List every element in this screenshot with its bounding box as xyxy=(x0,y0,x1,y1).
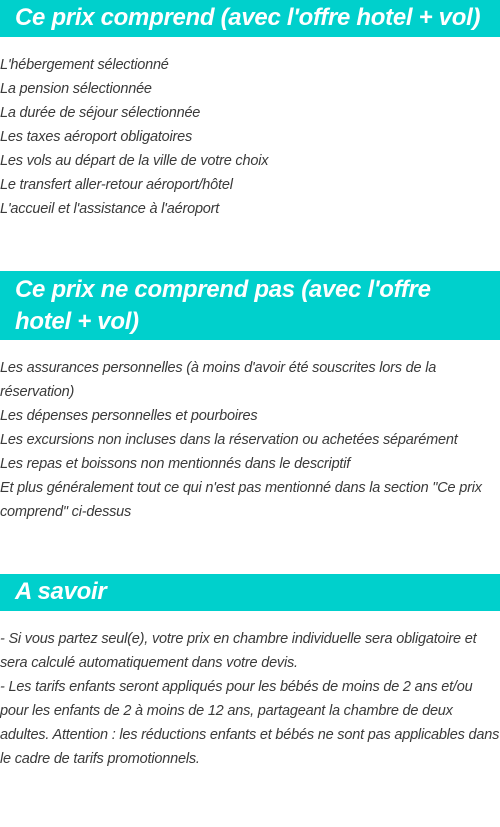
info-paragraph: - Si vous partez seul(e), votre prix en chambre individuelle sera obligatoire et sera calculé automatiquement dans votre devis. xyxy=(0,631,477,671)
list-item: Les assurances personnelles (à moins d'avoir été souscrites lors de la réservation) xyxy=(0,360,437,400)
list-item: La pension sélectionnée xyxy=(0,81,152,97)
list-item: Les dépenses personnelles et pourboires xyxy=(0,408,258,424)
list-item: La durée de séjour sélectionnée xyxy=(0,105,201,121)
list-item: Le transfert aller-retour aéroport/hôtel xyxy=(0,177,233,193)
list-item: L'accueil et l'assistance à l'aéroport xyxy=(0,201,220,217)
list-item: L'hébergement sélectionné xyxy=(0,57,169,73)
list-item: Les repas et boissons non mentionnés dans le descriptif xyxy=(0,456,351,472)
to-know-content xyxy=(0,627,500,771)
section-title-included: Ce prix comprend (avec l'offre hotel + vol) xyxy=(0,0,500,37)
list-item: Les taxes aéroport obligatoires xyxy=(0,129,193,145)
list-item: Les vols au départ de la ville de votre choix xyxy=(0,153,269,169)
not-included-list xyxy=(0,356,500,524)
section-title-not-included: Ce prix ne comprend pas (avec l'offre hotel + vol) xyxy=(0,271,500,340)
section-title-to-know: A savoir xyxy=(0,574,500,611)
info-paragraph: - Les tarifs enfants seront appliqués pour les bébés de moins de 2 ans et/ou pour les enfants de 2 à moins de 12 ans, partageant la chambre de deux adultes. Attention : les réductions enfants et bébés ne sont pas applicables dans le cadre de tarifs promotionnels. xyxy=(0,679,500,767)
included-list xyxy=(0,53,500,221)
list-item: Et plus généralement tout ce qui n'est pas mentionné dans la section "Ce prix comprend" ci-dessus xyxy=(0,480,482,520)
list-item: Les excursions non incluses dans la réservation ou achetées séparément xyxy=(0,432,458,448)
